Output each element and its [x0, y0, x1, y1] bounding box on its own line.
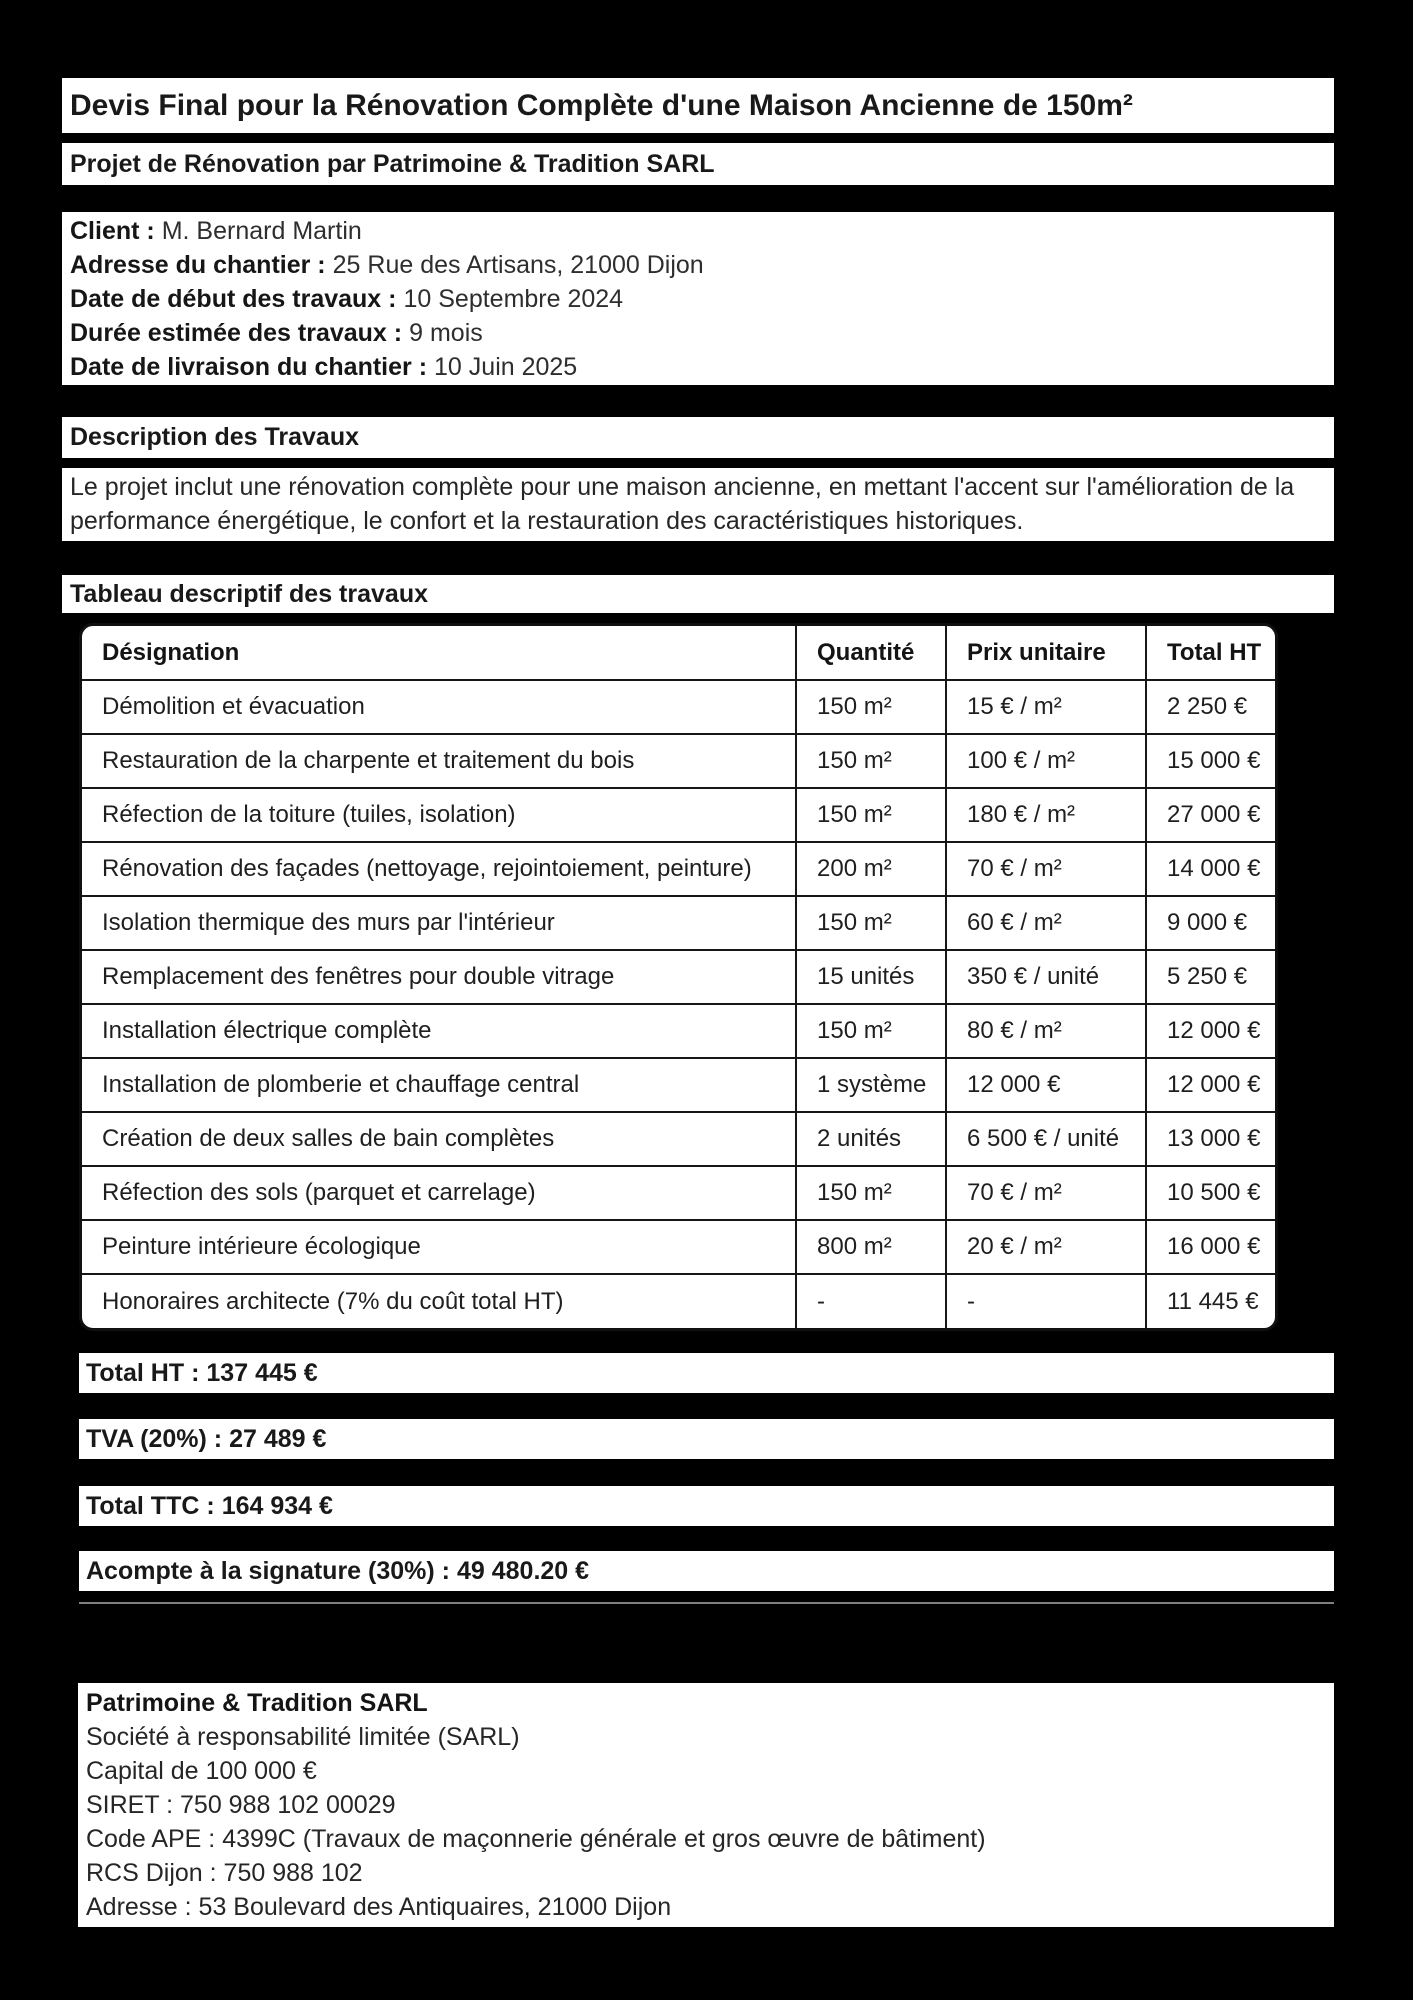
- table-row: [82, 1112, 1275, 1166]
- cell-total: 5 250 €: [1146, 950, 1275, 1004]
- total-ttc-line: [79, 1486, 1334, 1526]
- cell-unit-price: 12 000 €: [946, 1058, 1146, 1112]
- cell-quantity: 150 m²: [796, 1166, 946, 1220]
- company-ape-code: Code APE : 4399C (Travaux de maçonnerie générale et gros œuvre de bâtiment): [86, 1825, 986, 1853]
- works-table-header: [82, 626, 1275, 680]
- cell-designation: Peinture intérieure écologique: [82, 1220, 796, 1274]
- col-header-unit-price: Prix unitaire: [946, 626, 1146, 680]
- start-date-line: [70, 282, 1326, 316]
- table-row: [82, 788, 1275, 842]
- cell-total: 15 000 €: [1146, 734, 1275, 788]
- cell-unit-price: 100 € / m²: [946, 734, 1146, 788]
- cell-total: 27 000 €: [1146, 788, 1275, 842]
- cell-total: 2 250 €: [1146, 680, 1275, 734]
- cell-designation: Restauration de la charpente et traitement du bois: [82, 734, 796, 788]
- cell-unit-price: 60 € / m²: [946, 896, 1146, 950]
- company-name: Patrimoine & Tradition SARL: [86, 1689, 428, 1717]
- table-row: [82, 1166, 1275, 1220]
- total-ht-value: 137 445 €: [206, 1359, 318, 1387]
- cell-quantity: 150 m²: [796, 1004, 946, 1058]
- cell-unit-price: 180 € / m²: [946, 788, 1146, 842]
- cell-quantity: -: [796, 1274, 946, 1328]
- deposit-value: 49 480.20 €: [456, 1557, 590, 1585]
- deposit-line: [79, 1551, 1334, 1591]
- site-address-label: Adresse du chantier :: [70, 251, 326, 279]
- cell-quantity: 2 unités: [796, 1112, 946, 1166]
- col-header-designation: Désignation: [82, 626, 796, 680]
- cell-designation: Isolation thermique des murs par l'intérieur: [82, 896, 796, 950]
- duration-label: Durée estimée des travaux :: [70, 319, 403, 347]
- table-row: [82, 1004, 1275, 1058]
- cell-designation: Démolition et évacuation: [82, 680, 796, 734]
- col-header-quantity: Quantité: [796, 626, 946, 680]
- cell-quantity: 800 m²: [796, 1220, 946, 1274]
- duration-line: [70, 316, 1326, 350]
- table-row: [82, 734, 1275, 788]
- description-paragraph: Le projet inclut une rénovation complète pour une maison ancienne, en mettant l'accent sur l'amélioration de la performance énergétique, le confort et la restauration des caractéristiques historiques.: [62, 468, 1334, 541]
- client-label: Client :: [70, 217, 155, 245]
- cell-designation: Honoraires architecte (7% du coût total HT): [82, 1274, 796, 1328]
- cell-quantity: 200 m²: [796, 842, 946, 896]
- total-ht-label: Total HT :: [86, 1359, 200, 1387]
- company-legal-form: Société à responsabilité limitée (SARL): [86, 1723, 520, 1751]
- client-line: [70, 214, 1326, 248]
- tva-label: TVA (20%) :: [86, 1425, 223, 1453]
- works-table-card: [79, 623, 1278, 1331]
- total-ttc-value: 164 934 €: [221, 1492, 333, 1520]
- cell-quantity: 15 unités: [796, 950, 946, 1004]
- cell-designation: Création de deux salles de bain complètes: [82, 1112, 796, 1166]
- deposit-label: Acompte à la signature (30%) :: [86, 1557, 450, 1585]
- company-rcs: RCS Dijon : 750 988 102: [86, 1859, 363, 1887]
- company-capital: Capital de 100 000 €: [86, 1757, 317, 1785]
- cell-total: 16 000 €: [1146, 1220, 1275, 1274]
- cell-unit-price: 70 € / m²: [946, 1166, 1146, 1220]
- site-address-value: 25 Rue des Artisans, 21000 Dijon: [332, 251, 704, 279]
- cell-unit-price: 20 € / m²: [946, 1220, 1146, 1274]
- cell-designation: Remplacement des fenêtres pour double vitrage: [82, 950, 796, 1004]
- cell-quantity: 1 système: [796, 1058, 946, 1112]
- document-subtitle: Projet de Rénovation par Patrimoine & Tradition SARL: [62, 143, 1334, 185]
- delivery-date-label: Date de livraison du chantier :: [70, 353, 428, 381]
- cell-designation: Réfection de la toiture (tuiles, isolation): [82, 788, 796, 842]
- document-title: Devis Final pour la Rénovation Complète d'une Maison Ancienne de 150m²: [62, 78, 1334, 133]
- site-address-line: [70, 248, 1326, 282]
- delivery-date-line: [70, 350, 1326, 384]
- table-row: [82, 1274, 1275, 1328]
- company-siret: SIRET : 750 988 102 00029: [86, 1791, 396, 1819]
- cell-quantity: 150 m²: [796, 788, 946, 842]
- description-heading: Description des Travaux: [62, 417, 1334, 458]
- company-address: Adresse : 53 Boulevard des Antiquaires, 21000 Dijon: [86, 1893, 672, 1921]
- cell-total: 9 000 €: [1146, 896, 1275, 950]
- table-row: [82, 680, 1275, 734]
- client-value: M. Bernard Martin: [161, 217, 362, 245]
- cell-total: 12 000 €: [1146, 1004, 1275, 1058]
- start-date-value: 10 Septembre 2024: [403, 285, 624, 313]
- table-row: [82, 842, 1275, 896]
- client-info-block: [62, 212, 1334, 385]
- works-table: [82, 626, 1275, 1328]
- cell-quantity: 150 m²: [796, 734, 946, 788]
- cell-total: 13 000 €: [1146, 1112, 1275, 1166]
- cell-quantity: 150 m²: [796, 896, 946, 950]
- cell-designation: Rénovation des façades (nettoyage, rejointoiement, peinture): [82, 842, 796, 896]
- col-header-total-ht: Total HT: [1146, 626, 1275, 680]
- cell-quantity: 150 m²: [796, 680, 946, 734]
- duration-value: 9 mois: [409, 319, 483, 347]
- delivery-date-value: 10 Juin 2025: [434, 353, 578, 381]
- tva-value: 27 489 €: [229, 1425, 327, 1453]
- cell-total: 10 500 €: [1146, 1166, 1275, 1220]
- cell-total: 14 000 €: [1146, 842, 1275, 896]
- cell-designation: Réfection des sols (parquet et carrelage): [82, 1166, 796, 1220]
- header-row: [82, 626, 1275, 680]
- section-divider: [79, 1602, 1334, 1604]
- cell-total: 12 000 €: [1146, 1058, 1275, 1112]
- cell-total: 11 445 €: [1146, 1274, 1275, 1328]
- works-table-heading: Tableau descriptif des travaux: [62, 575, 1334, 613]
- tva-line: [79, 1419, 1334, 1459]
- table-row: [82, 896, 1275, 950]
- table-row: [82, 1058, 1275, 1112]
- total-ht-line: [79, 1353, 1334, 1393]
- cell-unit-price: 80 € / m²: [946, 1004, 1146, 1058]
- start-date-label: Date de début des travaux :: [70, 285, 397, 313]
- company-info-block: [78, 1683, 1334, 1927]
- cell-unit-price: 6 500 € / unité: [946, 1112, 1146, 1166]
- cell-unit-price: 70 € / m²: [946, 842, 1146, 896]
- cell-unit-price: -: [946, 1274, 1146, 1328]
- total-ttc-label: Total TTC :: [86, 1492, 215, 1520]
- cell-unit-price: 15 € / m²: [946, 680, 1146, 734]
- cell-designation: Installation de plomberie et chauffage central: [82, 1058, 796, 1112]
- cell-designation: Installation électrique complète: [82, 1004, 796, 1058]
- works-table-body: [82, 680, 1275, 1328]
- table-row: [82, 1220, 1275, 1274]
- table-row: [82, 950, 1275, 1004]
- cell-unit-price: 350 € / unité: [946, 950, 1146, 1004]
